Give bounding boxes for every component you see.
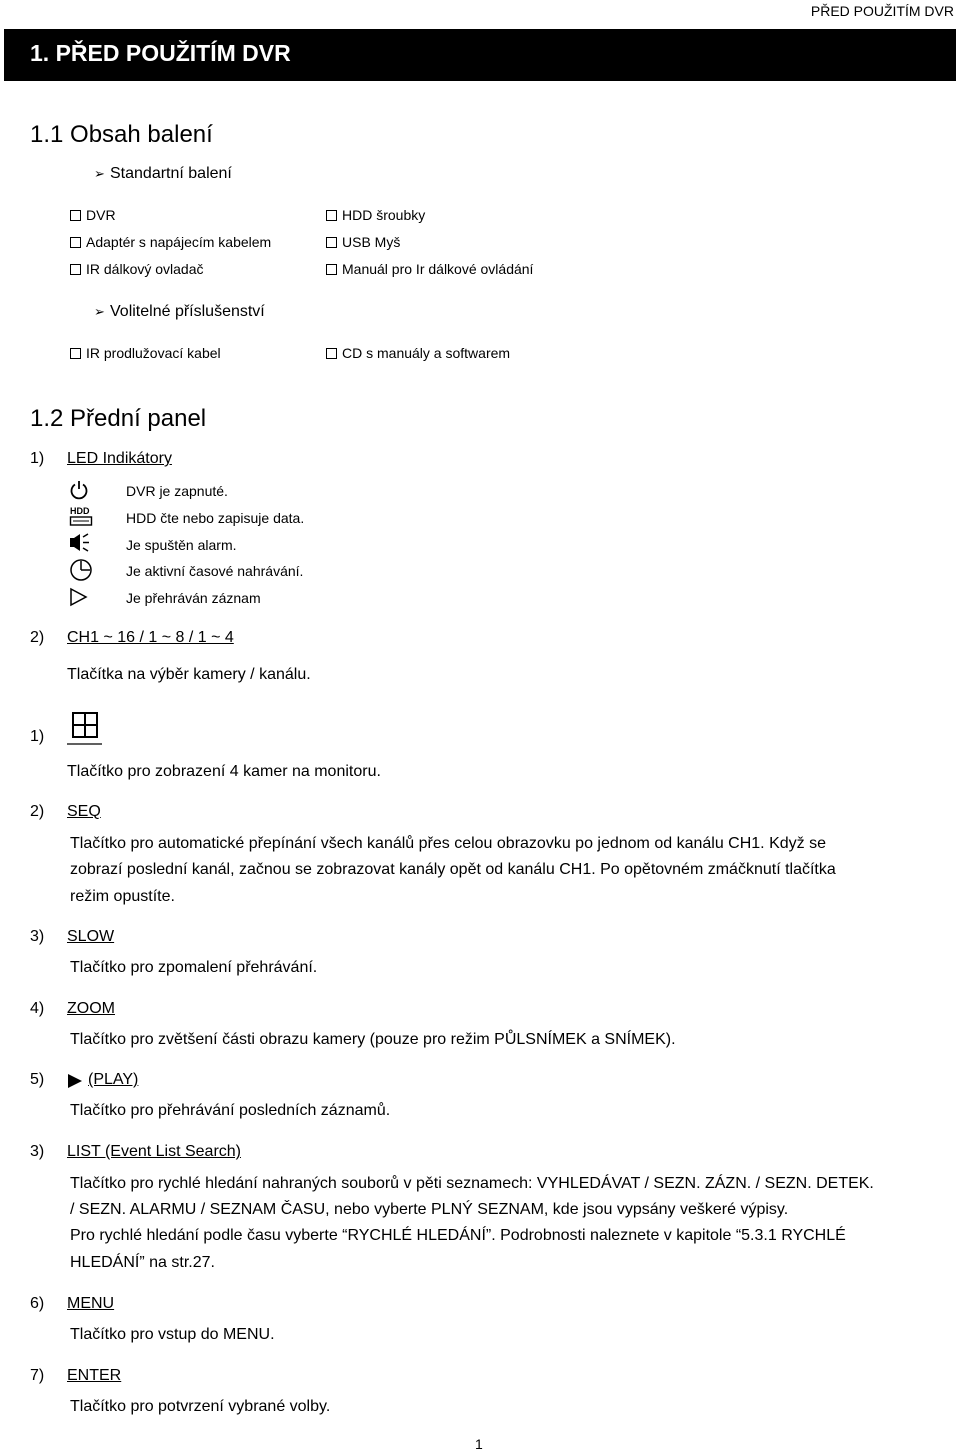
optional-item xyxy=(70,345,221,361)
optional-item xyxy=(326,345,510,361)
quad-view-description: Tlačítko pro zobrazení 4 kamer na monitoru. xyxy=(67,763,381,780)
checkbox-icon xyxy=(70,348,81,359)
seq-heading: SEQ xyxy=(67,803,101,820)
slow-heading: SLOW xyxy=(67,928,115,945)
zoom-description: Tlačítko pro zvětšení části obrazu kamery (pouze pro režim PŮLSNÍMEK a SNÍMEK). xyxy=(70,1031,676,1048)
channel-buttons-heading: CH1 ~ 16 / 1 ~ 8 / 1 ~ 4 xyxy=(67,629,234,646)
slow-description: Tlačítko pro zpomalení přehrávání. xyxy=(70,959,318,976)
power-icon xyxy=(69,480,89,500)
page-number: 1 xyxy=(475,1436,483,1452)
seq-description-line: režim opustíte. xyxy=(70,888,175,905)
clock-icon xyxy=(69,558,93,582)
chapter-title: 1. PŘED POUŽITÍM DVR xyxy=(30,40,291,66)
package-item xyxy=(70,207,116,223)
seq-description-line: zobrazí poslední kanál, začnou se zobrazovat kanály opět od kanálu CH1. Po opětovném zmáčknutí tlačítka xyxy=(70,861,836,878)
led-indicators-heading: LED Indikátory xyxy=(67,450,172,467)
package-item xyxy=(326,234,400,250)
arrow-bullet-icon: ➢ xyxy=(94,304,105,319)
hdd-icon-text: HDD xyxy=(70,506,90,516)
package-item xyxy=(70,234,271,250)
checkbox-icon xyxy=(326,264,337,275)
play-outline-icon xyxy=(69,587,89,607)
enter-description: Tlačítko pro potvrzení vybrané volby. xyxy=(70,1398,331,1415)
checkbox-icon xyxy=(70,210,81,221)
checkbox-icon xyxy=(326,237,337,248)
standard-package-heading xyxy=(94,165,232,183)
play-icon xyxy=(67,1073,83,1089)
package-item-label: Adaptér s napájecím kabelem xyxy=(86,234,272,250)
package-item-label: HDD šroubky xyxy=(342,207,426,223)
section-1-1-title: 1.1 Obsah balení xyxy=(30,121,213,148)
led-description: Je aktivní časové nahrávání. xyxy=(126,563,304,579)
optional-accessories-heading xyxy=(94,303,265,321)
hdd-icon xyxy=(69,505,95,527)
arrow-bullet-icon: ➢ xyxy=(94,166,105,181)
item-number: 4) xyxy=(30,1000,45,1017)
package-item-label: DVR xyxy=(86,207,116,223)
led-description: Je přehráván záznam xyxy=(126,590,261,606)
package-item xyxy=(326,261,533,277)
checkbox-icon xyxy=(70,264,81,275)
checkbox-icon xyxy=(326,210,337,221)
running-header: PŘED POUŽITÍM DVR xyxy=(810,3,954,19)
package-item-label: Manuál pro Ir dálkové ovládání xyxy=(342,261,534,277)
optional-accessories-label: Volitelné příslušenství xyxy=(110,303,265,320)
enter-heading: ENTER xyxy=(67,1367,122,1384)
section-1-2-title: 1.2 Přední panel xyxy=(30,405,207,432)
list-heading: LIST (Event List Search) xyxy=(67,1143,241,1160)
item-number: 1) xyxy=(30,728,45,745)
package-item-label: USB Myš xyxy=(342,234,401,250)
item-number: 2) xyxy=(30,629,45,646)
item-number: 1) xyxy=(30,450,45,467)
menu-description: Tlačítko pro vstup do MENU. xyxy=(70,1326,275,1343)
play-description: Tlačítko pro přehrávání posledních záznamů. xyxy=(70,1102,391,1119)
alarm-icon xyxy=(69,533,91,553)
quad-view-icon xyxy=(67,711,103,747)
list-description-line: / SEZN. ALARMU / SEZNAM ČASU, nebo vyberte PLNÝ SEZNAM, kde jsou vypsány veškeré výpisy. xyxy=(70,1201,789,1218)
checkbox-icon xyxy=(70,237,81,248)
standard-package-label: Standartní balení xyxy=(110,165,232,182)
seq-description-line: Tlačítko pro automatické přepínání všech kanálů přes celou obrazovku po jednom od kanálu CH1. Když se xyxy=(70,835,826,852)
led-description: Je spuštěn alarm. xyxy=(126,537,237,553)
package-item xyxy=(326,207,425,223)
item-number: 2) xyxy=(30,803,45,820)
item-number: 5) xyxy=(30,1071,45,1088)
led-description: DVR je zapnuté. xyxy=(126,483,228,499)
optional-item-label: IR prodlužovací kabel xyxy=(86,345,221,361)
optional-item-label: CD s manuály a softwarem xyxy=(342,345,511,361)
item-number: 7) xyxy=(30,1367,45,1384)
item-number: 6) xyxy=(30,1295,45,1312)
item-number: 3) xyxy=(30,928,45,945)
list-description-line: Tlačítko pro rychlé hledání nahraných souborů v pěti seznamech: VYHLEDÁVAT / SEZN. ZÁZN. / SEZN. DETEK. xyxy=(70,1175,874,1192)
checkbox-icon xyxy=(326,348,337,359)
zoom-heading: ZOOM xyxy=(67,1000,115,1017)
list-description-line: HLEDÁNÍ” na str.27. xyxy=(70,1254,215,1271)
package-item-label: IR dálkový ovladač xyxy=(86,261,204,277)
package-item xyxy=(70,261,204,277)
item-number: 3) xyxy=(30,1143,45,1160)
led-description: HDD čte nebo zapisuje data. xyxy=(126,510,305,526)
list-description-line: Pro rychlé hledání podle času vyberte “RYCHLÉ HLEDÁNÍ”. Podrobnosti naleznete v kapitole “5.3.1 RYCHLÉ xyxy=(70,1227,846,1244)
menu-heading: MENU xyxy=(67,1295,115,1312)
channel-buttons-description: Tlačítka na výběr kamery / kanálu. xyxy=(67,666,311,683)
play-heading: (PLAY) xyxy=(88,1071,139,1088)
